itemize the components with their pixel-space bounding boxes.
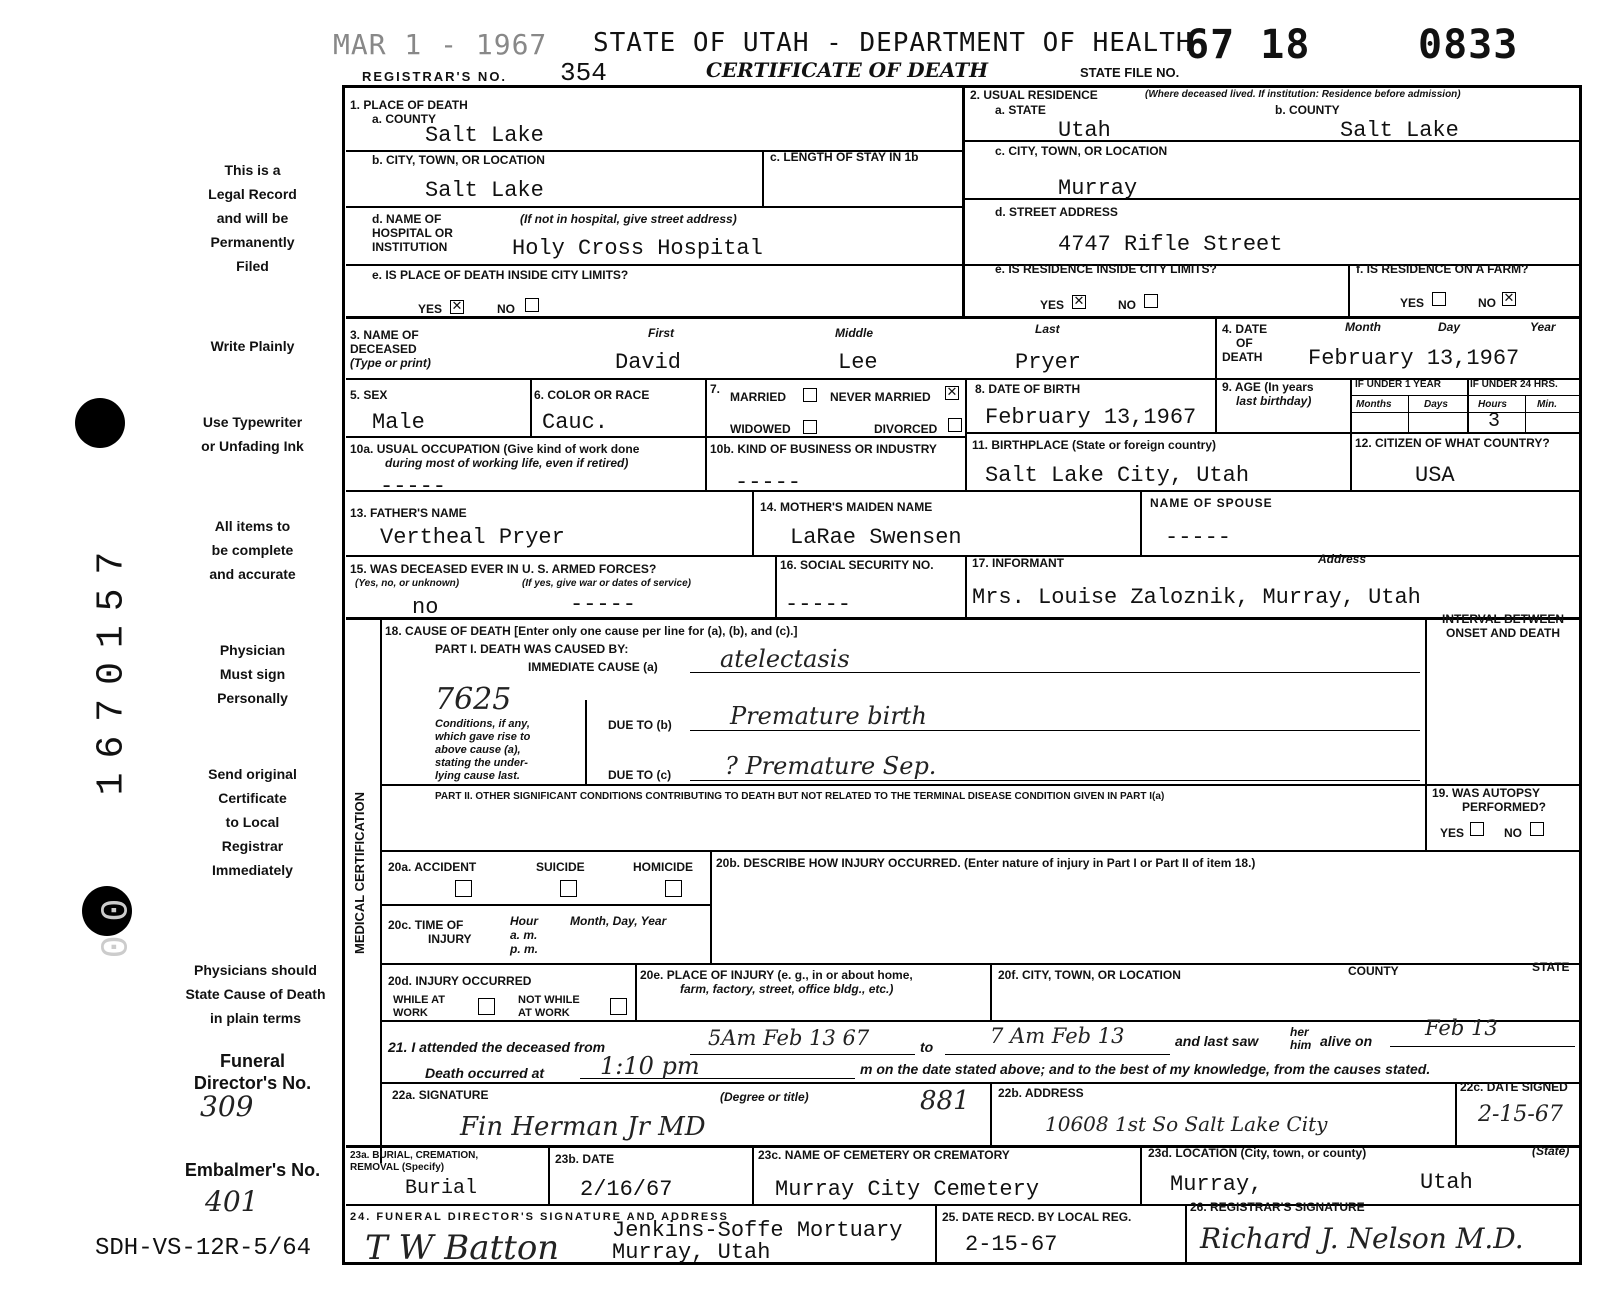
part-1-label: PART I. DEATH WAS CAUSED BY: [435, 642, 629, 656]
autopsy-label: 19. WAS AUTOPSY PERFORMED? [1432, 786, 1546, 814]
dod-year-label: Year [1530, 320, 1556, 334]
last-saw-label: and last saw [1175, 1033, 1259, 1049]
age-hours-label: Hours [1478, 399, 1507, 410]
age-label: 9. AGE (In years last birthday) [1222, 380, 1314, 408]
state-file-number-a: 67 18 [1185, 22, 1311, 68]
stamp-date: MAR 1 - 1967 [333, 28, 548, 61]
farm-yes-checkbox[interactable] [1432, 292, 1446, 306]
under-1-year-label: IF UNDER 1 YEAR [1355, 379, 1441, 390]
autopsy-yes-label: YES [1440, 826, 1465, 840]
funeral-home-city: Murray, Utah [612, 1240, 771, 1265]
widowed-checkbox[interactable] [803, 420, 817, 434]
attended-label: 21. I attended the deceased from [388, 1039, 606, 1055]
under-24-hrs-label: IF UNDER 24 HRS. [1470, 379, 1558, 390]
dod-month-label: Month [1345, 320, 1381, 334]
interval-label: INTERVAL BETWEEN ONSET AND DEATH [1441, 612, 1564, 640]
attended-from: 5Am Feb 13 67 [708, 1026, 870, 1050]
immediate-cause-label: IMMEDIATE CAUSE (a) [528, 660, 658, 674]
divorced-label: DIVORCED [874, 422, 938, 436]
cause-of-death-label: 18. CAUSE OF DEATH [Enter only one cause per line for (a), (b), and (c).] [385, 624, 798, 638]
attended-to: 7 Am Feb 13 [990, 1024, 1125, 1048]
last-name-label: Last [1035, 322, 1060, 336]
race: Cauc. [542, 410, 609, 435]
age-min-label: Min. [1537, 399, 1557, 410]
sidebar-send-original: Send original Certificate to Local Registrar Immediately [208, 766, 297, 878]
vertical-serial-number-faded: 00 [95, 884, 139, 959]
armed-forces-label: 15. WAS DECEASED EVER IN U. S. ARMED FORCES? [350, 562, 657, 576]
date-recd-label: 25. DATE RECD. BY LOCAL REG. [942, 1210, 1132, 1224]
due-to-c-label: DUE TO (c) [608, 768, 672, 782]
place-of-death-label: 1. PLACE OF DEATH [350, 98, 468, 112]
due-to-b: Premature birth [730, 702, 927, 730]
farm-no-label: NO [1478, 296, 1496, 310]
injury-state-label: STATE [1532, 960, 1570, 974]
her-him-label: her him [1290, 1025, 1312, 1052]
residence-inside-yes-label: YES [1040, 298, 1065, 312]
autopsy-no-label: NO [1504, 826, 1522, 840]
disposition-date: 2/16/67 [580, 1177, 673, 1202]
cemetery-location-label: 23d. LOCATION (City, town, or county) [1148, 1146, 1367, 1160]
funeral-director-label: 24. FUNERAL DIRECTOR'S SIGNATURE AND ADDRESS [350, 1211, 729, 1223]
residence-city: Murray [1058, 176, 1138, 201]
form-number: SDH-VS-12R-5/64 [95, 1235, 312, 1262]
sidebar-write-plainly: Write Plainly [210, 338, 295, 354]
death-county-label: a. COUNTY [372, 112, 437, 126]
residence-county-label: b. COUNTY [1275, 103, 1340, 117]
homicide-checkbox[interactable] [665, 880, 682, 897]
birthplace: Salt Lake City, Utah [985, 463, 1250, 488]
cemetery-state-label: (State) [1532, 1144, 1570, 1158]
sex-label: 5. SEX [350, 388, 388, 402]
divorced-checkbox[interactable] [948, 418, 962, 432]
funeral-director-no: 309 [200, 1090, 254, 1123]
residence-street: 4747 Rifle Street [1058, 232, 1283, 257]
sex: Male [372, 410, 425, 435]
residence-label: 2. USUAL RESIDENCE [970, 88, 1098, 102]
father-name: Vertheal Pryer [380, 525, 565, 550]
injury-city-label: 20f. CITY, TOWN, OR LOCATION [998, 968, 1181, 982]
death-occurred-tail: m on the date stated above; and to the best of my knowledge, from the causes stated. [860, 1061, 1431, 1077]
attended-to-label: to [920, 1039, 934, 1055]
injury-occurred-label: 20d. INJURY OCCURRED [388, 974, 532, 988]
conditions-note: Conditions, if any, which gave rise to above cause (a), stating the under- lying cause last. [435, 718, 531, 782]
death-occurred-at: 1:10 pm [600, 1052, 700, 1080]
sidebar-cause-plain: Physicians should State Cause of Death in plain terms [185, 962, 326, 1026]
suicide-checkbox[interactable] [560, 880, 577, 897]
father-label: 13. FATHER'S NAME [350, 506, 467, 520]
registrar-no-label: REGISTRAR'S NO. [362, 69, 508, 84]
mother-label: 14. MOTHER'S MAIDEN NAME [760, 500, 933, 514]
ssn-label: 16. SOCIAL SECURITY NO. [780, 558, 934, 572]
registrar-signature-label: 26. REGISTRAR'S SIGNATURE [1190, 1200, 1365, 1214]
degree-label: (Degree or title) [720, 1090, 809, 1104]
age-months-label: Months [1356, 399, 1392, 410]
citizen: USA [1415, 463, 1455, 488]
due-to-c: ? Premature Sep. [725, 752, 937, 780]
residence-note: (Where deceased lived. If institution: Residence before admission) [1145, 89, 1461, 100]
never-married-checkbox[interactable]: ✕ [946, 385, 958, 400]
while-at-work-label: WHILE AT WORK [393, 994, 445, 1019]
part-2-label: PART II. OTHER SIGNIFICANT CONDITIONS CONTRIBUTING TO DEATH BUT NOT RELATED TO THE TERMINAL DISEASE CONDITION GIVEN IN PART I(a) [435, 791, 1165, 802]
informant-label: 17. INFORMANT [972, 556, 1065, 570]
first-name-label: First [648, 326, 675, 340]
state-file-no-label: STATE FILE NO. [1080, 65, 1180, 80]
place-of-injury-label: 20e. PLACE OF INJURY (e. g., in or about home, farm, factory, street, office bldg., etc.) [640, 968, 913, 996]
sidebar-physician: Physician Must sign Personally [217, 642, 288, 706]
armed-forces-dates: ----- [570, 592, 637, 617]
agency-title: STATE OF UTAH - DEPARTMENT OF HEALTH [593, 28, 1193, 58]
disposition-date-label: 23b. DATE [555, 1152, 615, 1166]
residence-inside-no-checkbox[interactable] [1144, 294, 1158, 308]
disposition: Burial [405, 1177, 478, 1200]
death-inside-no-label: NO [497, 302, 515, 316]
age-hours: 3 [1488, 410, 1501, 433]
injury-date-label: Month, Day, Year [570, 914, 667, 928]
cemetery: Murray City Cemetery [775, 1177, 1040, 1202]
spouse: ----- [1165, 525, 1232, 550]
funeral-director-no-label: Funeral Director's No. [193, 1051, 312, 1093]
married-checkbox[interactable] [803, 388, 817, 402]
farm-label: f. IS RESIDENCE ON A FARM? [1356, 262, 1529, 276]
mother-name: LaRae Swensen [790, 525, 962, 550]
autopsy-yes-checkbox[interactable] [1470, 822, 1484, 836]
embalmer-no: 401 [205, 1185, 259, 1218]
due-to-b-label: DUE TO (b) [608, 718, 672, 732]
race-label: 6. COLOR OR RACE [534, 388, 650, 402]
farm-no-checkbox[interactable]: ✕ [1503, 291, 1515, 306]
sidebar-legal-record: This is a Legal Record and will be Permanently Filed [208, 162, 297, 274]
cemetery-label: 23c. NAME OF CEMETERY OR CREMATORY [758, 1148, 1010, 1162]
never-married-label: NEVER MARRIED [830, 390, 931, 404]
hour-label: Hour a. m. p. m. [510, 914, 539, 956]
funeral-home-name: Jenkins-Soffe Mortuary [612, 1218, 903, 1243]
physician-address-label: 22b. ADDRESS [998, 1086, 1084, 1100]
death-inside-city-label: e. IS PLACE OF DEATH INSIDE CITY LIMITS? [372, 268, 629, 282]
vertical-serial-number: 1670157 [90, 537, 134, 796]
death-city: Salt Lake [425, 178, 544, 203]
age-days-label: Days [1424, 399, 1448, 410]
residence-state-label: a. STATE [995, 103, 1046, 117]
injury-county-label: COUNTY [1348, 964, 1399, 978]
time-of-injury-label: 20c. TIME OF INJURY [388, 918, 472, 946]
residence-inside-label: e. IS RESIDENCE INSIDE CITY LIMITS? [995, 262, 1217, 276]
widowed-label: WIDOWED [730, 422, 791, 436]
funeral-director-signature: T W Batton [365, 1228, 560, 1268]
date-signed-label: 22c. DATE SIGNED [1460, 1080, 1568, 1094]
embalmer-no-label: Embalmer's No. [184, 1160, 321, 1180]
date-signed: 2-15-67 [1478, 1102, 1563, 1127]
cemetery-location: Murray, [1170, 1172, 1263, 1197]
not-while-at-work-checkbox[interactable] [610, 998, 627, 1015]
dod-day-label: Day [1438, 320, 1461, 334]
sidebar-ink: Use Typewriter or Unfading Ink [201, 414, 304, 454]
registrar-signature: Richard J. Nelson M.D. [1200, 1222, 1524, 1255]
birthplace-label: 11. BIRTHPLACE (State or foreign country) [972, 438, 1217, 452]
business-label: 10b. KIND OF BUSINESS OR INDUSTRY [710, 442, 937, 456]
middle-name: Lee [838, 350, 878, 375]
alive-on-label: alive on [1320, 1033, 1373, 1049]
date-of-death: February 13,1967 [1308, 346, 1520, 371]
armed-forces: no [412, 595, 439, 620]
immediate-cause: atelectasis [720, 645, 850, 673]
accident-checkbox[interactable] [455, 880, 472, 897]
while-at-work-checkbox[interactable] [478, 998, 495, 1015]
registrar-no: 354 [560, 58, 607, 88]
occupation: ----- [380, 474, 447, 499]
hospital-note: (If not in hospital, give street address) [520, 212, 737, 226]
date-of-birth-label: 8. DATE OF BIRTH [975, 382, 1081, 396]
item-7-label: 7. [710, 382, 721, 396]
farm-yes-label: YES [1400, 296, 1425, 310]
death-city-label: b. CITY, TOWN, OR LOCATION [372, 153, 545, 167]
not-while-at-work-label: NOT WHILE AT WORK [518, 994, 580, 1019]
length-of-stay-label: c. LENGTH OF STAY IN 1b [770, 150, 919, 164]
hospital-name: Holy Cross Hospital [512, 236, 763, 261]
informant-address-label: Address [1318, 552, 1367, 566]
punch-hole-top [75, 398, 125, 448]
occupation-label: 10a. USUAL OCCUPATION (Give kind of work done during most of working life, even if retired) [350, 442, 640, 470]
spouse-label: NAME OF SPOUSE [1150, 496, 1273, 510]
certificate-title: CERTIFICATE OF DEATH [706, 58, 989, 82]
physician-signature: Fin Herman Jr MD [460, 1112, 706, 1142]
first-name: David [615, 350, 682, 375]
medical-certification-side-label: MEDICAL CERTIFICATION [352, 792, 367, 955]
date-recd: 2-15-67 [965, 1232, 1058, 1257]
state-file-number-b: 0833 [1418, 22, 1519, 68]
deceased-name-label: 3. NAME OF DECEASED (Type or print) [350, 328, 431, 370]
injury-description-label: 20b. DESCRIBE HOW INJURY OCCURRED. (Enter nature of injury in Part I or Part II of item 18.) [716, 856, 1256, 870]
armed-forces-sub2: (If yes, give war or dates of service) [522, 578, 691, 589]
disease-code: 7625 [435, 682, 512, 717]
residence-county: Salt Lake [1340, 118, 1459, 143]
ssn: ----- [785, 592, 852, 617]
suicide-label: SUICIDE [536, 860, 585, 874]
death-inside-yes-checkbox[interactable]: ✕ [451, 299, 463, 314]
residence-street-label: d. STREET ADDRESS [995, 205, 1118, 219]
residence-inside-no-label: NO [1118, 298, 1136, 312]
death-inside-no-checkbox[interactable] [525, 298, 539, 312]
death-inside-yes-label: YES [418, 302, 443, 316]
informant: Mrs. Louise Zaloznik, Murray, Utah [972, 585, 1421, 610]
physician-address: 10608 1st So Salt Lake City [1045, 1112, 1328, 1136]
physician-degree-no: 881 [920, 1086, 970, 1116]
signature-label: 22a. SIGNATURE [392, 1088, 489, 1102]
last-name: Pryer [1015, 350, 1082, 375]
cemetery-state: Utah [1420, 1170, 1473, 1195]
sidebar-complete: All items to be complete and accurate [209, 518, 296, 582]
middle-name-label: Middle [835, 326, 873, 340]
residence-inside-yes-checkbox[interactable]: ✕ [1073, 294, 1085, 309]
residence-city-label: c. CITY, TOWN, OR LOCATION [995, 144, 1168, 158]
business: ----- [735, 470, 802, 495]
death-occurred-at-label: Death occurred at [425, 1065, 545, 1081]
date-of-birth: February 13,1967 [985, 405, 1197, 430]
armed-forces-sub1: (Yes, no, or unknown) [355, 578, 460, 589]
citizen-label: 12. CITIZEN OF WHAT COUNTRY? [1355, 436, 1550, 450]
hospital-label: d. NAME OF HOSPITAL OR INSTITUTION [372, 212, 453, 254]
married-label: MARRIED [730, 390, 786, 404]
autopsy-no-checkbox[interactable] [1530, 822, 1544, 836]
date-of-death-label: 4. DATE OF DEATH [1222, 322, 1268, 364]
disposition-label: 23a. BURIAL, CREMATION, REMOVAL (Specify) [350, 1150, 479, 1173]
residence-state: Utah [1058, 118, 1111, 143]
alive-on-date: Feb 13 [1425, 1016, 1498, 1040]
death-county: Salt Lake [425, 123, 544, 148]
homicide-label: HOMICIDE [633, 860, 693, 874]
accident-label: 20a. ACCIDENT [388, 860, 477, 874]
